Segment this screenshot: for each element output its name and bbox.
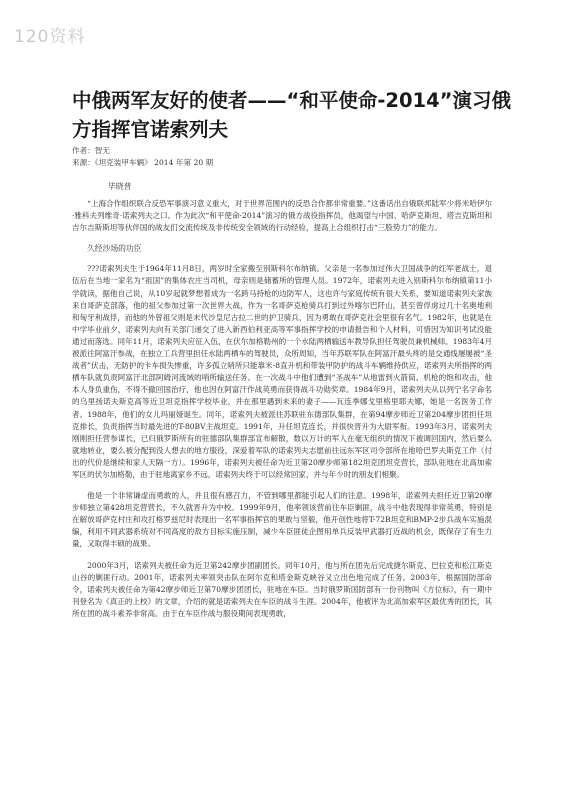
article-title: 中俄两军友好的使者——“和平使命-2014”演习俄方指挥官诺索列夫	[72, 89, 511, 141]
paragraph: “上海合作组织联合反恐军事演习意义重大，对于世界范围内的反恐合作都非常重要。”这番话出自俄联邦陆军少将米哈伊尔·雅科夫列维奇·诺索列夫之口。作为此次“和平使命-2014”演习的俄方战役指挥员，他渴望与中国、哈萨克斯坦、塔吉克斯坦和吉尔吉斯斯坦等伙伴国的战友们交流传统及非传统安全领域的行动经验，提高上合组织打击“三股势力”的能力。	[72, 199, 492, 233]
paragraph: 他是一个非常谦虚而勇敢的人，并且很有感召力，不管到哪里都能引起人们的注意。1998年，诺索列夫担任近卫第20摩步师独立第428坦克营营长，不久就晋升为中校。1999年9月，他率领该营前往车臣剿匪，战斗中他表现得非常英勇，特别是在解放哥萨克村庄和攻打格罗兹尼时表现出一名军事指挥官的果敢与坚毅，他开创性地将T-72B坦克和BMP-2步兵战车实施混编，利用不同武器系统对不同高度的敌方目标实施压制，减少车臣匪徒企图用单兵反装甲武器打近战的机会，既保存了有生力量，又取得丰硕的战果。	[72, 491, 492, 549]
source-line: 来源：《坦克装甲车辆》 2014 年第 20 期	[72, 158, 214, 167]
author-line: 作者：智无	[72, 146, 110, 155]
section-heading: 久经沙场的功臣	[87, 244, 142, 254]
paragraph: ???诺索列夫生于1964年11月8日，两岁时全家搬至别斯科尔布纳镇。父亲是一名参加过伟大卫国战争的红军老战士，退伍后在当地一家名为“祖国”的集体农庄当司机，母亲则是储蓄所的管理人员。1972年，诺索列夫进入别斯科尔布纳镇第11小学就读，据他自己说，从10岁起就梦想着成为一名跨马持枪的边防军人，这也许与家庭传统有很大关系，要知道诺索列夫家族来自哥萨克部落，他的祖父参加过第一次世界大战，作为一名哥萨克枪骑兵打到过外喀尔巴阡山，甚至曾俘虏过几十名奥地利和匈牙利战俘，而他的外曾祖父则是末代沙皇尼古拉二世的护卫骑兵，因为勇敢在哥萨克社会里很有名气。1982年，也就是在中学毕业前夕，诺索列夫向有关部门递交了进入新西伯利亚高等军事指挥学校的申请报告和个人材料，可惜因为知识考试没能通过而落选。同年11月，诺索列夫应征入伍，在伏尔加格勒州的一个水陆两栖输送车教导队担任驾驶员兼机械师。1983年4月被派往阿富汗参战，在独立工兵营里担任水陆两栖车的驾驶员，众所周知，当年苏联军队在阿富汗最头疼的是交通线屡屡被“圣战者”伏击，无防护的卡车损失惨重，许多孤立哨所只能靠米-8直升机和带装甲防护的战斗车辆维持供应，诺索列夫所指挥的两栖车队就负责阿富汗北部阿姆河流域的哨所输送任务。在一次战斗中他们遭到“圣战车”从地雷到火箭筒、机枪的饱和攻击，他本人身负重伤，不得不撤回国治疗，他也因在阿富汗作战英勇而获得战斗功勋奖章。1984年9月，诺索列夫从以列宁名字命名的乌里扬诺夫斯克高等近卫坦克指挥学校毕业，并在那里遇到未来的妻子——瓦连季娜戈里格里耶夫娜，她是一名医务工作者。1988年，他们的女儿玛丽娅诞生。同年，诺索列夫被派往苏联驻东德部队集群，在第94摩步师近卫第204摩步团担任坦克排长，负责指挥当时最先进的T-80BV主战坦克。1991年，升任坦克连长，并很快晋升为大尉军衔。1993年3月，诺索列夫刚刚担任营参谋长，已归俄罗斯所有的驻德部队集群部宣布解散，数以万计的军人在毫无组织的情况下被调回国内，然后要么就地转业，要么被分配到没人想去的地方服役，深爱着军队的诺索列夫志愿前往远东军区司令部所在地哈巴罗夫斯克工作（付出的代价是继续和家人天隔一方）。1996年，诺索列夫被任命为近卫第20摩步师第182坦克团坦克营长，部队驻地在北高加索军区的伏尔加格勒，由于驻地离家乡不远，诺索列夫终于可以经常回家，并与年少时的朋友们相聚。	[72, 264, 492, 479]
byline: 毕晓普	[108, 182, 132, 191]
watermark-logo: 120资料	[14, 27, 86, 47]
article-body	[72, 198, 492, 629]
article-meta	[72, 145, 213, 169]
paragraph: 2000年3月，诺索列夫被任命为近卫第242摩步团副团长。同年10月，他与所在团先后完成捷尔斯克、巴拉克和松江斯克山谷的剿匪行动。2001年，诺索列夫率领突击队在阿尔克和塔金斯克峡谷又立出色地完成了任务。2003年，根据国防部命令，诺索列夫被任命为第42摩步师近卫第70摩步团团长，驻地在车臣。当时俄罗斯国防部有一份刊物叫《方位标》，有一期中刊登名为《真正的上校》的文章，介绍的就是诺索列夫在车臣的战斗生涯。2004年，他被评为北高加索军区最优秀的团长，其所在团的战斗素养非常高。由于在车臣作战与服役期间表现勇敢，	[72, 560, 492, 618]
